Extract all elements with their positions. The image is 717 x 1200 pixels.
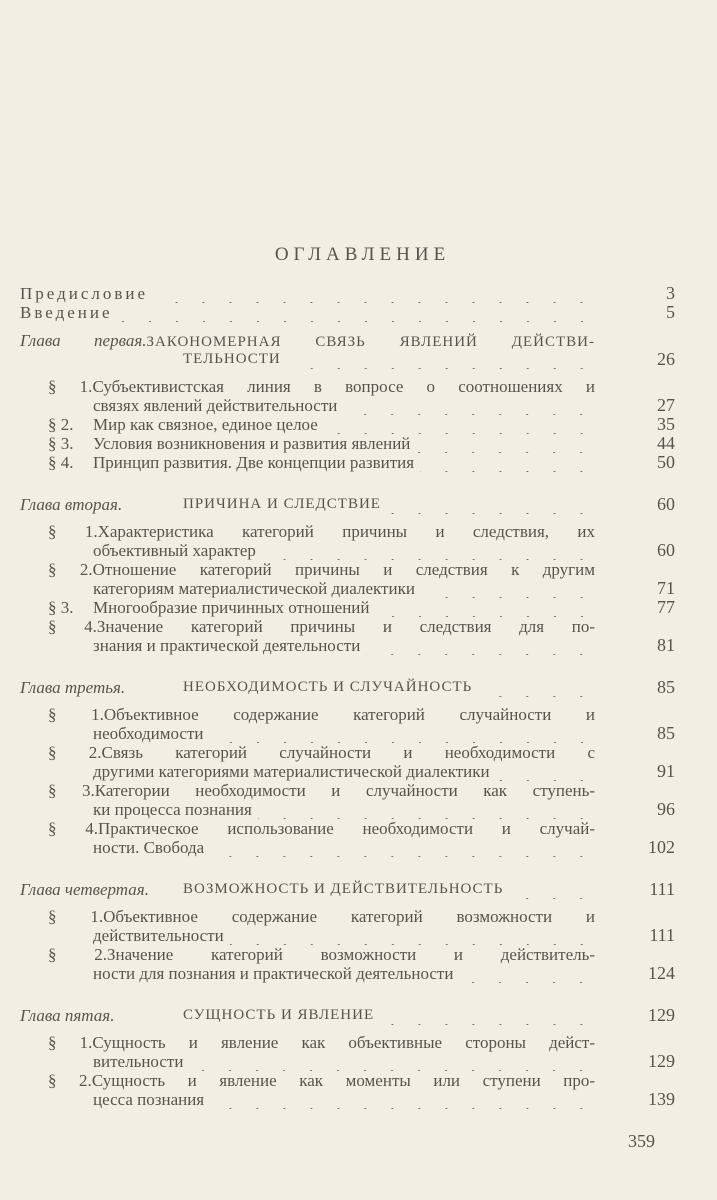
section-number: § 1. (48, 907, 104, 926)
page-ref: 5 (666, 302, 675, 322)
entry-line (20, 303, 595, 322)
entry-text: Отношение категорий причины и следствия к другим (92, 560, 595, 579)
chapter-label: Глава вторая. (20, 495, 123, 514)
page-ref: 81 (657, 635, 675, 655)
entry-text: Практическое использование необходимости и случай- (98, 819, 595, 838)
section-number: § 4. (48, 819, 98, 838)
page-ref: 91 (657, 761, 675, 781)
toc-entry-section[interactable] (20, 819, 675, 857)
entry-line (20, 880, 595, 899)
page-ref: 60 (657, 494, 675, 514)
entry-text: связях явлений действительности (93, 396, 338, 415)
chapter-label: Глава третья. (20, 678, 126, 697)
dot-leader (324, 415, 595, 434)
entry-text: Принцип развития. Две концепции развития (93, 453, 415, 472)
dot-leader (376, 598, 595, 617)
dot-leader (509, 880, 595, 899)
entry-text: ности для познания и практической деятельности (93, 964, 454, 983)
entry-text: Многообразие причинных отношений (93, 598, 370, 617)
dot-leader (366, 636, 595, 655)
toc-entry-section[interactable] (20, 617, 675, 655)
toc-entry-section[interactable] (20, 377, 675, 415)
toc-entry-section[interactable] (20, 522, 675, 560)
toc-title: ОГЛАВЛЕНИЕ (274, 244, 451, 265)
toc-entry-section[interactable] (20, 1071, 675, 1109)
entry-text: знания и практической деятельности (93, 636, 361, 655)
entry-line (48, 945, 595, 964)
toc-entry-section[interactable] (20, 743, 675, 781)
page-ref: 60 (657, 540, 675, 560)
section-number: § 1. (48, 377, 93, 396)
page-ref: 129 (648, 1005, 675, 1025)
entry-line (48, 1033, 595, 1052)
dot-leader (262, 541, 595, 560)
dot-leader (343, 396, 595, 415)
toc-entry-section[interactable] (20, 781, 675, 819)
chapter-label: Глава первая. (20, 331, 147, 350)
entry-line (20, 678, 595, 697)
entry-line (48, 705, 595, 724)
page-ref: 96 (657, 799, 675, 819)
entry-line (48, 434, 595, 453)
entry-line (48, 1071, 595, 1090)
entry-line (48, 926, 595, 945)
entry-line (48, 415, 595, 434)
page-ref: 26 (657, 349, 675, 369)
entry-text: Мир как связное, единое целое (93, 415, 318, 434)
entry-line (48, 579, 595, 598)
toc-entry-section[interactable] (20, 705, 675, 743)
dot-leader (416, 434, 595, 453)
page-ref: 71 (657, 578, 675, 598)
entry-line (48, 819, 595, 838)
page-ref: 111 (649, 925, 675, 945)
page-ref: 102 (648, 837, 675, 857)
entry-text: цесса познания (93, 1090, 205, 1109)
toc-entry-section[interactable] (20, 452, 675, 472)
entry-text: ВОЗМОЖНОСТЬ И ДЕЙСТВИТЕЛЬНОСТЬ (183, 881, 504, 897)
entry-line (48, 907, 595, 926)
entry-text: ПРИЧИНА И СЛЕДСТВИЕ (183, 496, 381, 512)
dot-leader (459, 964, 595, 983)
entry-line (20, 350, 595, 369)
page-ref: 85 (657, 723, 675, 743)
entry-text: Значение категорий возможности и действитель- (107, 945, 595, 964)
dot-leader (119, 303, 595, 322)
section-number: § 2. (48, 560, 93, 579)
entry-text: Категории необходимости и случайности как ступень- (94, 781, 595, 800)
section-number: § 2. (48, 743, 102, 762)
entry-text: СУЩНОСТЬ И ЯВЛЕНИЕ (183, 1007, 375, 1023)
entry-text: категориям материалистической диалектики (93, 579, 415, 598)
entry-line (20, 495, 595, 514)
entry-text: Субъективистская линия в вопросе о соотношениях и (92, 377, 595, 396)
dot-leader (287, 350, 595, 369)
dot-leader (210, 724, 595, 743)
dot-leader (210, 838, 595, 857)
entry-line (48, 396, 595, 415)
dot-leader (154, 284, 595, 303)
toc-entry-section[interactable] (20, 945, 675, 983)
entry-text: Характеристика категорий причины и следствия, их (97, 522, 595, 541)
entry-line (48, 743, 595, 762)
entry-text: ки процесса познания (93, 800, 252, 819)
entry-text: объективный характер (93, 541, 256, 560)
toc-entry-chapter[interactable] (20, 1005, 675, 1025)
entry-text: ЗАКОНОМЕРНАЯ СВЯЗЬ ЯВЛЕНИЙ ДЕЙСТВИ- (146, 334, 595, 350)
section-number: § 3. (48, 434, 74, 453)
page-ref: 27 (657, 395, 675, 415)
toc-entry-front[interactable] (20, 283, 675, 303)
toc-entry-chapter[interactable] (20, 494, 675, 514)
entry-text: Сущность и явление как объективные стороны дейст- (92, 1033, 595, 1052)
page-ref: 44 (657, 433, 675, 453)
toc-entry-chapter[interactable] (20, 331, 675, 369)
page-number: 359 (628, 1131, 655, 1151)
dot-leader (210, 1090, 595, 1109)
entry-line (48, 964, 595, 983)
page-ref: 85 (657, 677, 675, 697)
toc-entry-chapter[interactable] (20, 677, 675, 697)
toc-entry-section[interactable] (20, 907, 675, 945)
entry-text: Объективное содержание категорий возможности и (103, 907, 595, 926)
entry-line (20, 1006, 595, 1025)
entry-line (48, 560, 595, 579)
section-number: § 2. (48, 1071, 92, 1090)
page-ref: 3 (666, 283, 675, 303)
entry-line (20, 331, 595, 350)
toc-entry-section[interactable] (20, 597, 675, 617)
page-ref: 50 (657, 452, 675, 472)
entry-text: Связь категорий случайности и необходимости с (101, 743, 595, 762)
dot-leader (230, 926, 595, 945)
dot-leader (258, 800, 595, 819)
toc-entry-section[interactable] (20, 1033, 675, 1071)
entry-line (20, 284, 595, 303)
dot-leader (478, 678, 595, 697)
dot-leader (380, 1006, 595, 1025)
entry-line (48, 1052, 595, 1071)
entry-text: Условия возникновения и развития явлений (93, 434, 411, 453)
entry-text: ТЕЛЬНОСТИ (183, 351, 281, 367)
section-number: § 3. (48, 781, 95, 800)
dot-leader (189, 1052, 595, 1071)
toc-entry-section[interactable] (20, 560, 675, 598)
entry-text: вительности (93, 1052, 184, 1071)
section-number: § 3. (48, 598, 74, 617)
entry-text: другими категориями материалистической диалектики (93, 762, 490, 781)
entry-line (48, 453, 595, 472)
entry-line (48, 800, 595, 819)
toc-entry-front[interactable] (20, 302, 675, 322)
entry-text: Значение категорий причины и следствия для по- (96, 617, 595, 636)
entry-text: НЕОБХОДИМОСТЬ И СЛУЧАЙНОСТЬ (183, 679, 473, 695)
entry-line (48, 762, 595, 781)
chapter-spacer (20, 983, 655, 997)
entry-text: Введение (20, 303, 113, 322)
entry-line (48, 724, 595, 743)
entry-line (48, 781, 595, 800)
section-number: § 2. (48, 945, 107, 964)
toc-entry-section[interactable] (20, 433, 675, 453)
entry-line (48, 541, 595, 560)
entry-line (48, 1090, 595, 1109)
chapter-spacer (20, 472, 655, 486)
chapter-spacer (20, 655, 655, 669)
dot-leader (421, 579, 595, 598)
entry-line (48, 598, 595, 617)
chapter-label: Глава пятая. (20, 1006, 115, 1025)
entry-line (48, 838, 595, 857)
page-ref: 129 (648, 1051, 675, 1071)
dot-leader (420, 453, 595, 472)
section-number: § 1. (48, 1033, 93, 1052)
section-number: § 4. (48, 617, 97, 636)
page-ref: 111 (649, 879, 675, 899)
entry-text: Объективное содержание категорий случайности и (103, 705, 595, 724)
dot-leader (496, 762, 595, 781)
entry-text: ности. Свобода (93, 838, 205, 857)
page-ref: 139 (648, 1089, 675, 1109)
entry-text: Сущность и явление как моменты или ступени про- (91, 1071, 595, 1090)
entry-text: действительности (93, 926, 224, 945)
entry-text: необходимости (93, 724, 204, 743)
toc-entry-section[interactable] (20, 414, 675, 434)
section-number: § 2. (48, 415, 74, 434)
entry-line (48, 617, 595, 636)
toc-entry-chapter[interactable] (20, 879, 675, 899)
section-number: § 1. (48, 705, 104, 724)
page-ref: 77 (657, 597, 675, 617)
entry-line (48, 636, 595, 655)
section-number: § 4. (48, 453, 74, 472)
entry-line (48, 522, 595, 541)
table-of-contents (20, 283, 675, 1109)
entry-text: Предисловие (20, 284, 149, 303)
section-number: § 1. (48, 522, 98, 541)
chapter-spacer (20, 857, 655, 871)
page-ref: 124 (648, 963, 675, 983)
dot-leader (387, 495, 595, 514)
chapter-label: Глава четвертая. (20, 880, 149, 899)
page-ref: 35 (657, 414, 675, 434)
entry-line (48, 377, 595, 396)
